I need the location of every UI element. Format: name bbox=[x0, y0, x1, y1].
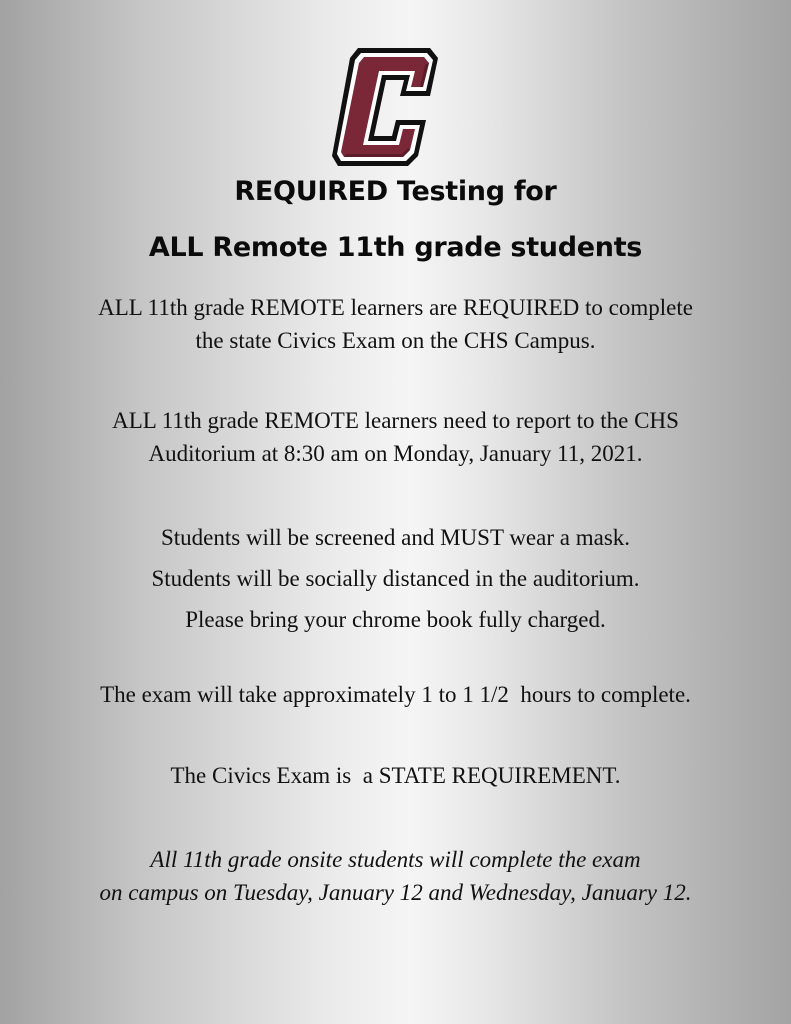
text-line: Students will be screened and MUST wear a mask. bbox=[160, 525, 631, 550]
c-logo-icon bbox=[330, 44, 442, 168]
headline-line-2: ALL Remote 11th grade students bbox=[148, 232, 643, 263]
text-line: The exam will take approximately 1 to 1 1/2 hours to complete. bbox=[100, 682, 691, 707]
paragraph-safety-instructions bbox=[20, 517, 771, 640]
text-line: Please bring your chrome book fully charged. bbox=[185, 607, 606, 632]
text-line: Auditorium at 8:30 am on Monday, January 11, 2021. bbox=[148, 441, 643, 466]
text-line: ALL 11th grade REMOTE learners are REQUIRED to complete bbox=[98, 295, 693, 320]
paragraph-report-time bbox=[20, 404, 771, 470]
paragraph-required-exam bbox=[20, 291, 771, 357]
text-line: Students will be socially distanced in the auditorium. bbox=[151, 566, 640, 591]
text-line: All 11th grade onsite students will complete the exam bbox=[150, 847, 641, 872]
school-c-logo bbox=[330, 44, 442, 168]
text-line: ALL 11th grade REMOTE learners need to report to the CHS bbox=[112, 408, 679, 433]
text-line: The Civics Exam is a STATE REQUIREMENT. bbox=[170, 763, 621, 788]
text-line: the state Civics Exam on the CHS Campus. bbox=[195, 328, 596, 353]
paragraph-state-requirement bbox=[20, 759, 771, 792]
paragraph-onsite-students bbox=[20, 843, 771, 909]
text-line: on campus on Tuesday, January 12 and Wednesday, January 12. bbox=[99, 880, 692, 905]
paragraph-duration bbox=[20, 678, 771, 711]
headline-line-1: REQUIRED Testing for bbox=[234, 176, 557, 207]
